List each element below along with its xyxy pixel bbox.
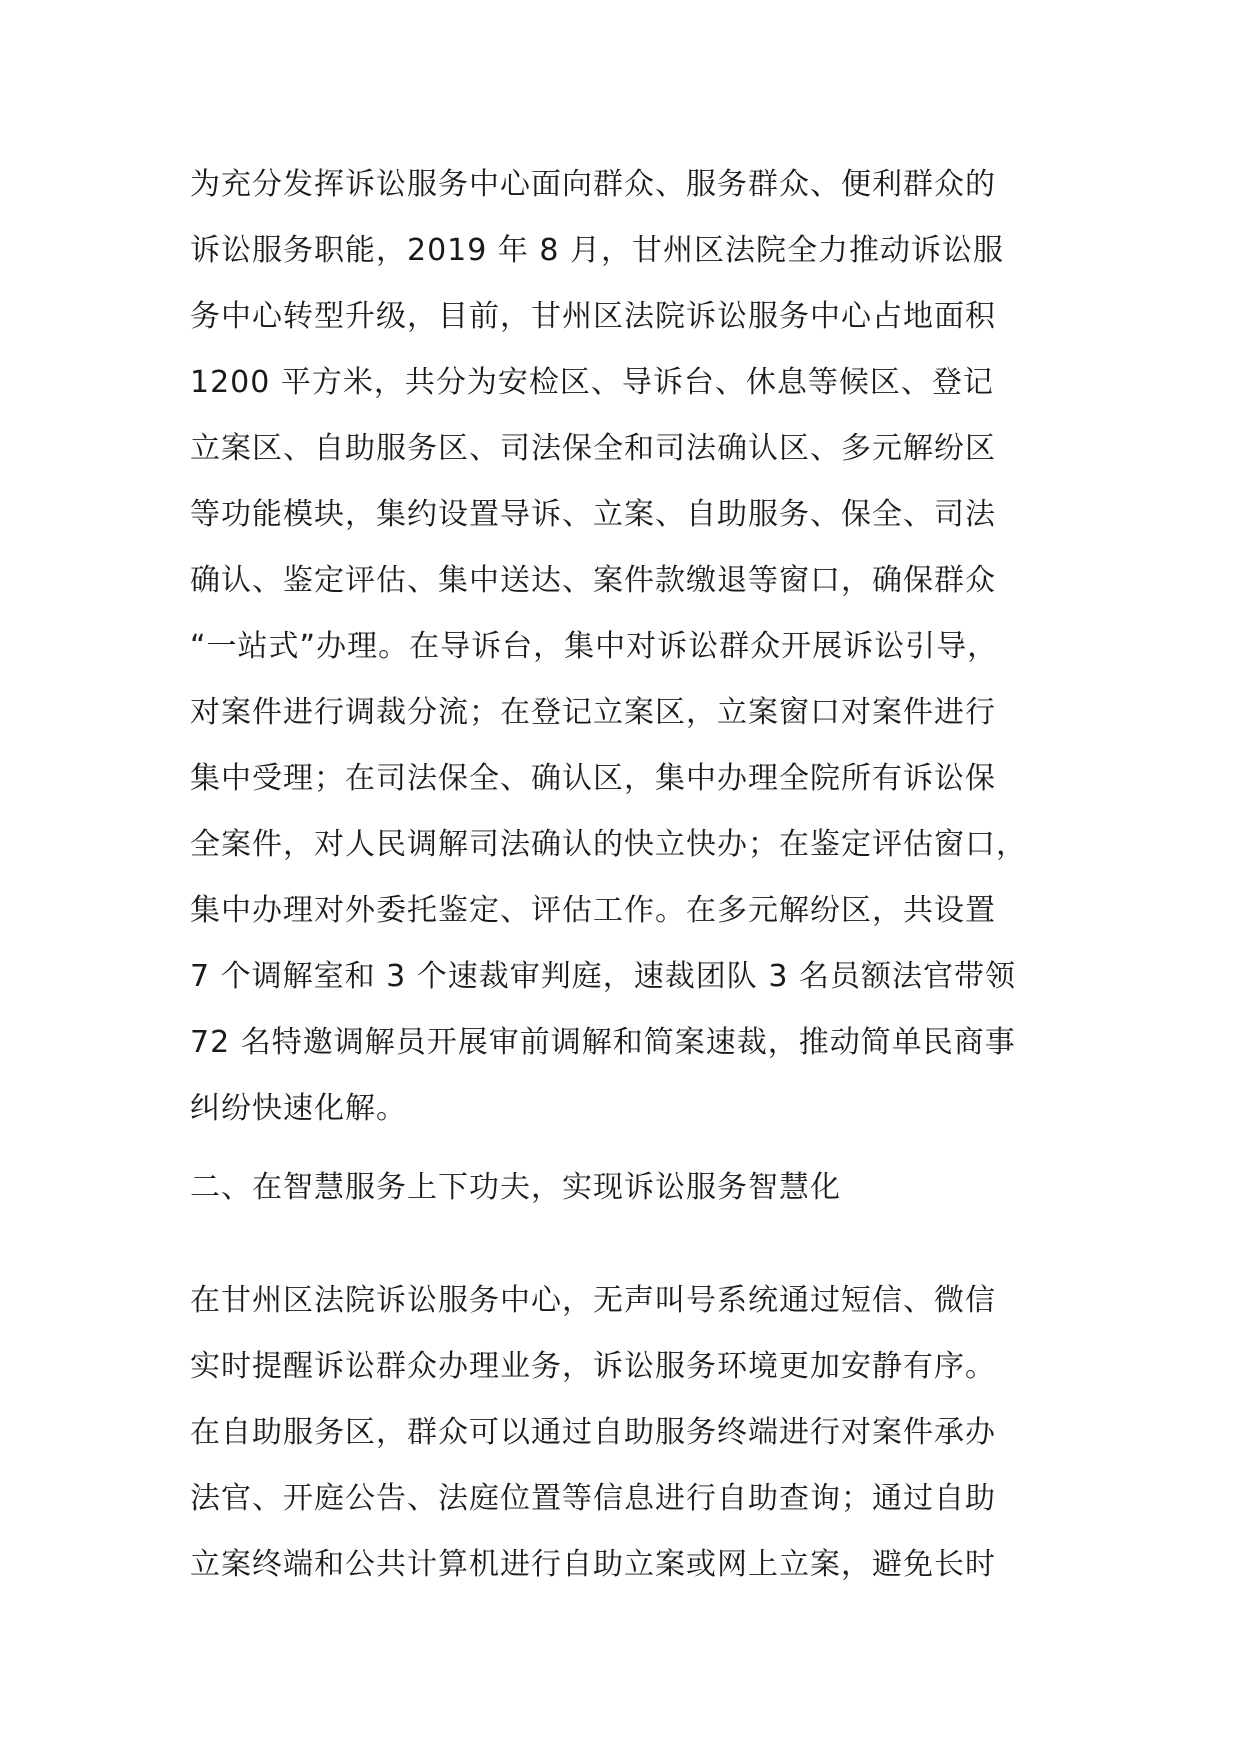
text-line: 集中办理对外委托鉴定、评估工作。在多元解纷区，共设置 bbox=[190, 893, 996, 928]
text-line: 7 个调解室和 3 个速裁审判庭，速裁团队 3 名员额法官带领 bbox=[190, 959, 1016, 994]
text-line: 实时提醒诉讼群众办理业务，诉讼服务环境更加安静有序。 bbox=[190, 1349, 996, 1384]
text-line: 为充分发挥诉讼服务中心面向群众、服务群众、便利群众的 bbox=[190, 167, 996, 202]
text-line: 1200 平方米，共分为安检区、导诉台、休息等候区、登记 bbox=[190, 365, 994, 400]
text-line: 全案件，对人民调解司法确认的快立快办；在鉴定评估窗口， bbox=[190, 827, 1027, 862]
text-line: “一站式”办理。在导诉台，集中对诉讼群众开展诉讼引导， bbox=[190, 629, 999, 664]
text-line: 确认、鉴定评估、集中送达、案件款缴退等窗口，确保群众 bbox=[190, 563, 996, 598]
text-line: 等功能模块，集约设置导诉、立案、自助服务、保全、司法 bbox=[190, 497, 996, 532]
heading-text: 二、在智慧服务上下功夫，实现诉讼服务智慧化 bbox=[190, 1170, 841, 1205]
text-line: 立案终端和公共计算机进行自助立案或网上立案，避免长时 bbox=[190, 1547, 996, 1582]
text-line: 在甘州区法院诉讼服务中心，无声叫号系统通过短信、微信 bbox=[190, 1283, 996, 1318]
text-line: 在自助服务区，群众可以通过自助服务终端进行对案件承办 bbox=[190, 1415, 996, 1450]
paragraph-2 bbox=[190, 1268, 1070, 1598]
text-line: 法官、开庭公告、法庭位置等信息进行自助查询；通过自助 bbox=[190, 1481, 996, 1516]
text-line: 诉讼服务职能，2019 年 8 月，甘州区法院全力推动诉讼服 bbox=[190, 233, 1005, 268]
text-line: 务中心转型升级，目前，甘州区法院诉讼服务中心占地面积 bbox=[190, 299, 996, 334]
section-heading bbox=[190, 1155, 1070, 1221]
text-line: 纠纷快速化解。 bbox=[190, 1091, 407, 1126]
text-line: 对案件进行调裁分流；在登记立案区，立案窗口对案件进行 bbox=[190, 695, 996, 730]
text-line: 立案区、自助服务区、司法保全和司法确认区、多元解纷区 bbox=[190, 431, 996, 466]
text-line: 集中受理；在司法保全、确认区，集中办理全院所有诉讼保 bbox=[190, 761, 996, 796]
paragraph-1 bbox=[190, 152, 1070, 1142]
text-line: 72 名特邀调解员开展审前调解和简案速裁，推动简单民商事 bbox=[190, 1025, 1016, 1060]
